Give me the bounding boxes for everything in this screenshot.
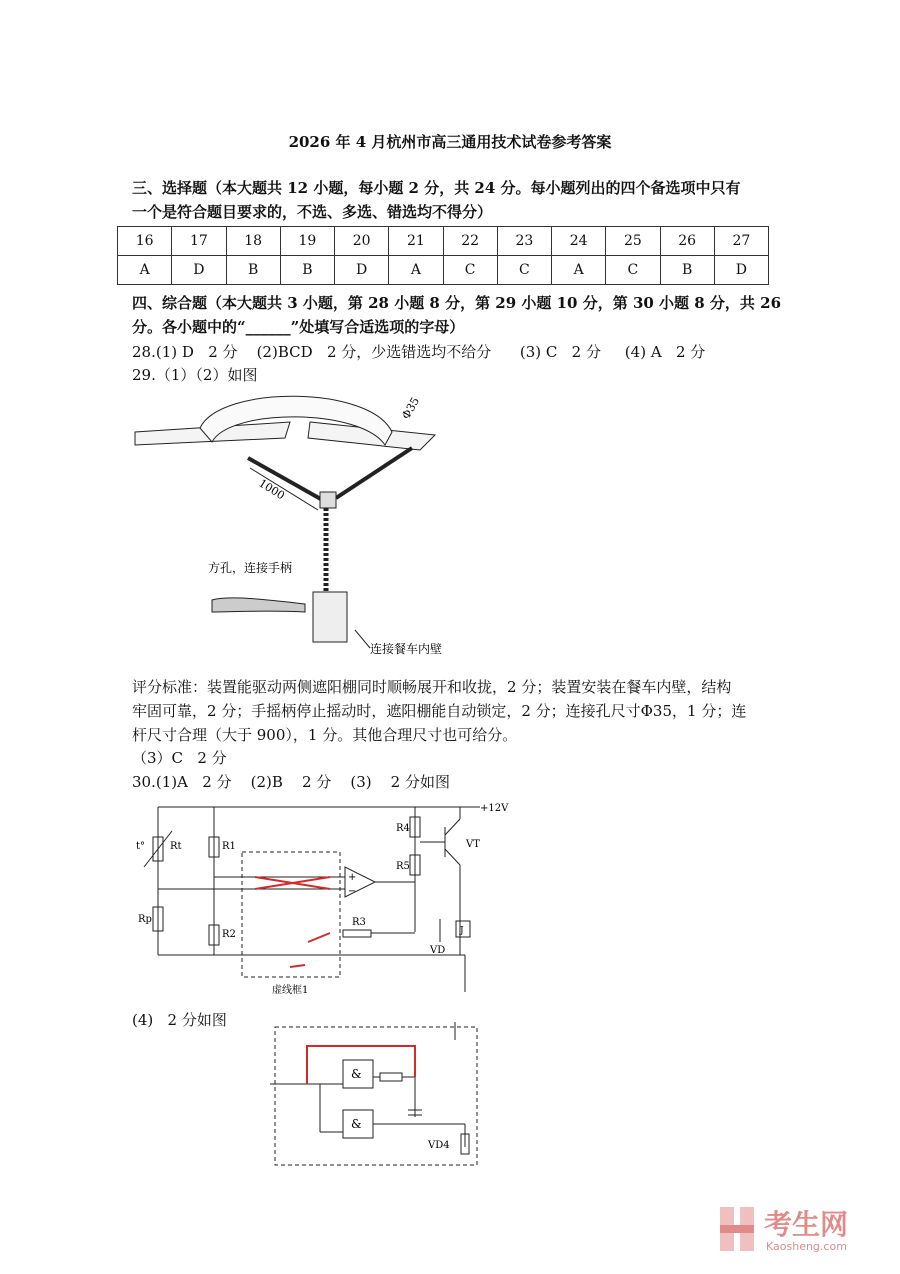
table-cell: B <box>226 256 280 285</box>
q30-4-heading: (4) 2 分如图 <box>132 1011 227 1029</box>
dashed-box-1 <box>242 852 340 977</box>
logic-gate-circuit <box>270 1022 482 1170</box>
r2-label: R2 <box>222 929 236 940</box>
section4-heading-line2: 分。各小题中的“______”处填写合适选项的字母） <box>132 318 465 336</box>
page-title: 2026 年 4 月杭州市高三通用技术试卷参考答案 <box>288 133 612 151</box>
r5-label: R5 <box>396 861 410 872</box>
leader-line <box>355 630 370 648</box>
right-link-rod <box>336 448 412 498</box>
r4-label: R4 <box>396 823 410 834</box>
q28-answer: 28.(1) D 2 分 (2)BCD 2 分，少选错选均不给分 (3) C 2 分 (4) A 2 分 <box>132 343 706 361</box>
r3-label: R3 <box>352 917 366 928</box>
rp-label: Rp <box>138 914 152 925</box>
table-cell: 22 <box>443 227 497 256</box>
q30-heading: 30.(1)A 2 分 (2)B 2 分 (3) 2 分如图 <box>132 773 450 791</box>
comparator-circuit <box>130 797 520 1002</box>
table-cell: B <box>660 256 714 285</box>
red-wires <box>255 877 330 967</box>
watermark-logo-icon <box>718 1205 758 1253</box>
table-cell: 19 <box>280 227 334 256</box>
table-cell: C <box>606 256 660 285</box>
relay-label: J <box>460 926 464 936</box>
opamp-minus-label: − <box>348 886 357 897</box>
vt-label: VT <box>466 839 480 850</box>
vcc-label: +12V <box>480 803 509 814</box>
rt-label: Rt <box>170 841 182 852</box>
table-cell: C <box>497 256 551 285</box>
table-cell: D <box>335 256 389 285</box>
section4-heading-line1: 四、综合题（本大题共 3 小题，第 28 小题 8 分，第 29 小题 10 分，第 30 小题 8 分，共 26 <box>132 294 782 312</box>
table-cell: A <box>389 256 443 285</box>
watermark-en: Kaosheng.com <box>766 1240 847 1253</box>
vd-label: VD <box>430 945 446 956</box>
left-link-rod <box>248 458 326 502</box>
wall-label: 连接餐车内壁 <box>370 642 443 655</box>
table-cell: C <box>443 256 497 285</box>
base-bracket <box>313 592 347 642</box>
table-cell: 18 <box>226 227 280 256</box>
t-label: t° <box>136 841 146 852</box>
and-gate-1-label: & <box>351 1067 362 1081</box>
table-cell: B <box>280 256 334 285</box>
grading-line3: 杆尺寸合理（大于 900），1 分。其他合理尺寸也可给分。 <box>132 726 518 744</box>
q29-3-answer: （3）C 2 分 <box>132 749 227 767</box>
awning-mechanism-figure <box>130 390 460 655</box>
table-cell: 21 <box>389 227 443 256</box>
table-cell: D <box>172 256 226 285</box>
square-hole-label: 方孔，连接手柄 <box>208 561 293 575</box>
grading-line1: 评分标准：装置能驱动两侧遮阳棚同时顺畅展开和收拢，2 分；装置安装在餐车内壁，结构 <box>132 678 732 696</box>
table-cell: 24 <box>552 227 606 256</box>
red-ground-wire <box>290 965 305 967</box>
table-cell: 16 <box>118 227 172 256</box>
output-resistor <box>380 1073 402 1081</box>
answer-table <box>117 226 769 285</box>
table-cell: 23 <box>497 227 551 256</box>
crank-handle <box>212 598 305 612</box>
table-cell: 17 <box>172 227 226 256</box>
table-cell: 20 <box>335 227 389 256</box>
table-cell: D <box>714 256 768 285</box>
table-row-numbers <box>118 227 769 256</box>
red-base-wire <box>308 933 330 942</box>
section3-heading-line2: 一个是符合题目要求的，不选、多选、错选均不得分） <box>132 203 493 221</box>
r3-resistor <box>343 930 371 937</box>
q29-heading: 29.（1）（2）如图 <box>132 366 258 384</box>
r1-label: R1 <box>222 841 236 852</box>
table-row-answers <box>118 256 769 285</box>
table-cell: 25 <box>606 227 660 256</box>
table-cell: 27 <box>714 227 768 256</box>
length-label: 1000 <box>256 476 288 503</box>
grading-line2: 牢固可靠，2 分；手摇柄停止摇动时，遮阳棚能自动锁定，2 分；连接孔尺寸Φ35，1 分；连 <box>132 702 747 720</box>
table-cell: A <box>118 256 172 285</box>
opamp-plus-label: + <box>348 872 357 883</box>
transistor-emitter <box>445 849 460 865</box>
watermark-cn: 考生网 <box>764 1208 849 1241</box>
slider-block <box>320 492 336 508</box>
vd4-label: VD4 <box>428 1140 450 1151</box>
phi-label: Φ35 <box>399 395 423 422</box>
table-cell: 26 <box>660 227 714 256</box>
section3-heading-line1: 三、选择题（本大题共 12 小题，每小题 2 分，共 24 分。每小题列出的四个备选项中只有 <box>132 179 741 197</box>
dashed-box-label: 虚线框1 <box>272 985 309 996</box>
table-cell: A <box>552 256 606 285</box>
and-gate-2-label: & <box>351 1117 362 1131</box>
transistor-collector <box>445 819 460 835</box>
